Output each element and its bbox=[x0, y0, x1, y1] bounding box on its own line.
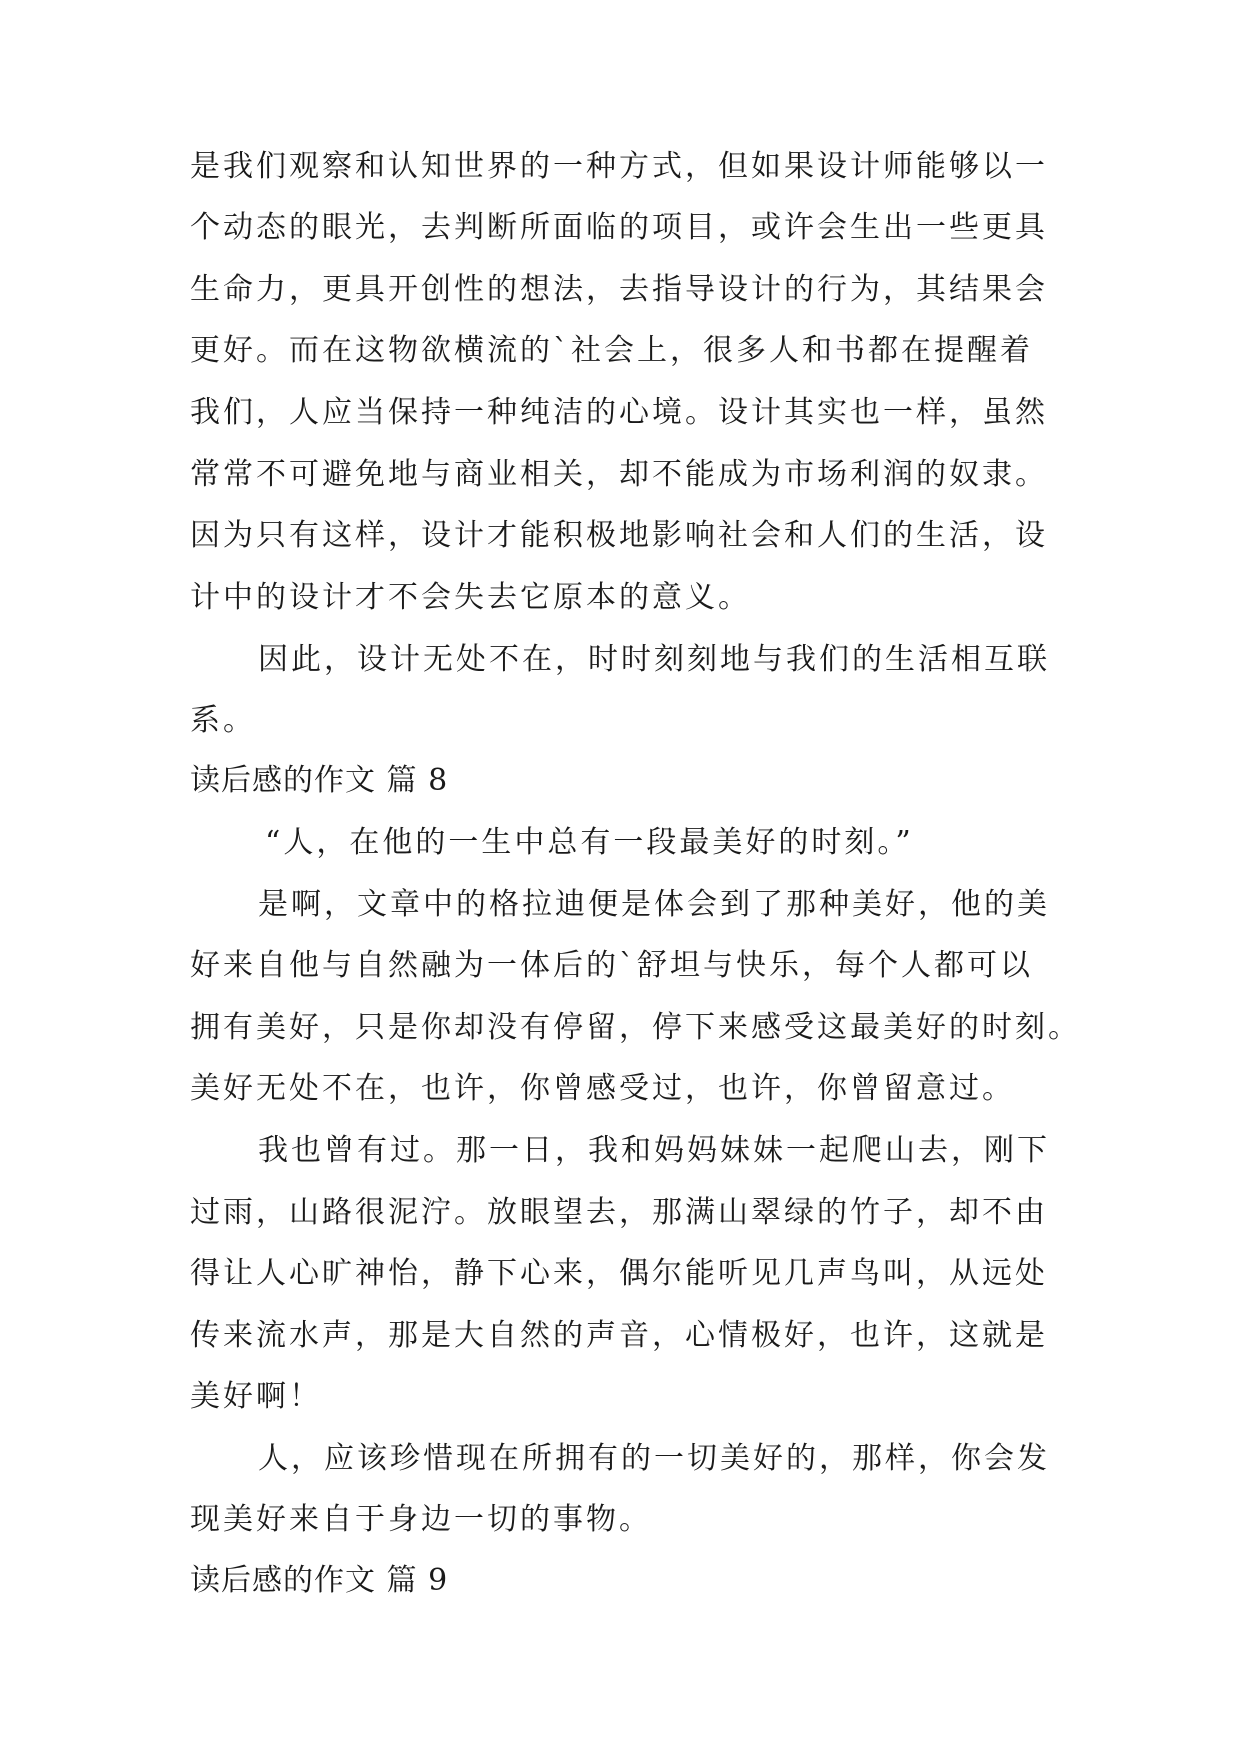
paragraph-line: 过雨，山路很泥泞。放眼望去，那满山翠绿的竹子，却不由 bbox=[190, 1195, 1048, 1230]
paragraph-line: 我也曾有过。那一日，我和妈妈妹妹一起爬山去，刚下 bbox=[258, 1133, 1050, 1168]
paragraph-line: 美好无处不在，也许，你曾感受过，也许，你曾留意过。 bbox=[190, 1071, 1015, 1106]
paragraph-line: 拥有美好，只是你却没有停留，停下来感受这最美好的时刻。 bbox=[190, 1010, 1081, 1045]
paragraph-line: 是啊，文章中的格拉迪便是体会到了那种美好，他的美 bbox=[258, 887, 1050, 922]
paragraph-line: 个动态的眼光，去判断所面临的项目，或许会生出一些更具 bbox=[190, 210, 1048, 245]
paragraph-line: 常常不可避免地与商业相关，却不能成为市场利润的奴隶。 bbox=[190, 457, 1048, 492]
paragraph-line: 更好。而在这物欲横流的`社会上，很多人和书都在提醒着 bbox=[190, 333, 1033, 368]
paragraph-line: 因此，设计无处不在，时时刻刻地与我们的生活相互联 bbox=[258, 642, 1050, 677]
paragraph-line: 系。 bbox=[190, 703, 256, 738]
paragraph-line: 生命力，更具开创性的想法，去指导设计的行为，其结果会 bbox=[190, 272, 1048, 307]
paragraph-line: 美好啊！ bbox=[190, 1379, 322, 1414]
quote-line: “人，在他的一生中总有一段最美好的时刻。” bbox=[265, 825, 914, 860]
paragraph-line: 现美好来自于身边一切的事物。 bbox=[190, 1502, 652, 1537]
paragraph-line: 因为只有这样，设计才能积极地影响社会和人们的生活，设 bbox=[190, 518, 1048, 553]
paragraph-line: 好来自他与自然融为一体后的`舒坦与快乐，每个人都可以 bbox=[190, 948, 1033, 983]
paragraph-line: 是我们观察和认知世界的一种方式，但如果设计师能够以一 bbox=[190, 149, 1048, 184]
paragraph-line: 计中的设计才不会失去它原本的意义。 bbox=[190, 580, 751, 615]
paragraph-line: 我们，人应当保持一种纯洁的心境。设计其实也一样，虽然 bbox=[190, 395, 1048, 430]
section-heading: 读后感的作文 篇 8 bbox=[190, 763, 449, 798]
paragraph-line: 人，应该珍惜现在所拥有的一切美好的，那样，你会发 bbox=[258, 1441, 1050, 1476]
paragraph-line: 得让人心旷神怡，静下心来，偶尔能听见几声鸟叫，从远处 bbox=[190, 1256, 1048, 1291]
section-heading: 读后感的作文 篇 9 bbox=[190, 1563, 449, 1598]
paragraph-line: 传来流水声，那是大自然的声音，心情极好，也许，这就是 bbox=[190, 1318, 1048, 1353]
